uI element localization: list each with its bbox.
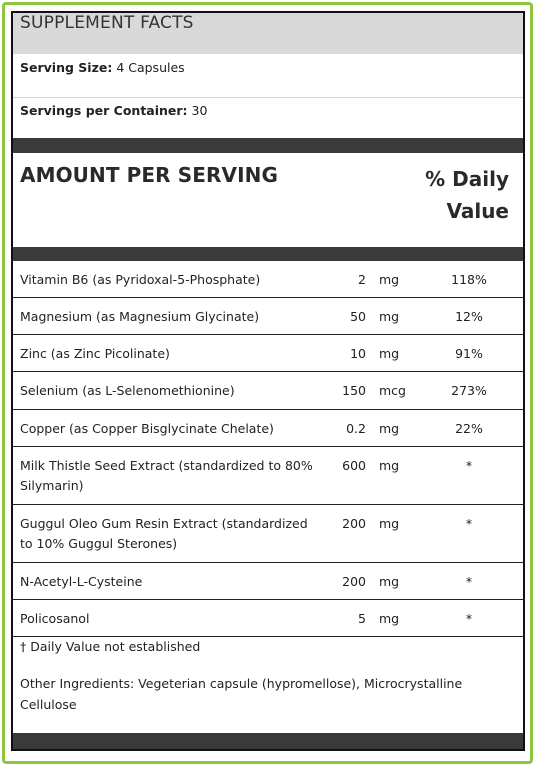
ingredient-unit: mg: [379, 611, 400, 626]
ingredient-unit: mg: [379, 574, 400, 589]
ingredient-daily-value: *: [465, 611, 473, 626]
ingredient-daily-value: *: [465, 574, 473, 589]
table-row: [13, 298, 523, 335]
amount-header: [13, 153, 523, 247]
ingredient-amount: 2: [358, 272, 366, 287]
divider-bar-top: [13, 138, 523, 153]
ingredient-daily-value: 91%: [455, 346, 483, 361]
ingredient-amount: 150: [342, 383, 366, 398]
ingredient-daily-value: 22%: [455, 421, 483, 436]
ingredient-name: Magnesium (as Magnesium Glycinate): [20, 309, 260, 324]
ingredient-name: N-Acetyl-L-Cysteine: [20, 574, 143, 589]
ingredient-unit: mg: [379, 309, 400, 324]
table-row: [13, 563, 523, 600]
table-row: [13, 410, 523, 447]
table-row: [13, 600, 523, 637]
ingredient-amount: 600: [342, 458, 366, 473]
ingredient-unit: mg: [379, 346, 400, 361]
ingredient-name: Selenium (as L-Selenomethionine): [20, 383, 235, 398]
servings-per-container-label: Servings per Container:: [20, 103, 188, 118]
table-row: [13, 447, 523, 505]
ingredient-amount: 50: [350, 309, 366, 324]
ingredient-daily-value: *: [465, 516, 473, 531]
ingredient-amount: 0.2: [346, 421, 366, 436]
ingredient-unit: mg: [379, 272, 400, 287]
supplement-facts-panel: [11, 11, 525, 751]
other-ingredients: Other Ingredients: Vegeterian capsule (hypromellose), Microcrystalline Cellulose: [20, 676, 463, 712]
serving-size-label: Serving Size:: [20, 60, 113, 75]
ingredient-unit: mg: [379, 421, 400, 436]
ingredient-name: Copper (as Copper Bisglycinate Chelate): [20, 421, 274, 436]
ingredient-unit: mcg: [379, 383, 406, 398]
ingredient-name: Policosanol: [20, 611, 90, 626]
ingredient-unit: mg: [379, 516, 400, 531]
title-bar: [13, 13, 523, 54]
servings-per-container-row: [13, 98, 523, 138]
daily-value-footnote: † Daily Value not established: [20, 639, 201, 654]
servings-per-container-value: 30: [191, 103, 208, 118]
ingredient-unit: mg: [379, 458, 400, 473]
table-row: [13, 372, 523, 410]
ingredient-daily-value: 12%: [455, 309, 483, 324]
ingredient-name: Guggul Oleo Gum Resin Extract (standardized to 10% Guggul Sterones): [20, 516, 308, 551]
serving-size-row: [13, 54, 523, 98]
divider-bar-bottom: [13, 733, 523, 749]
ingredient-daily-value: 273%: [451, 383, 487, 398]
table-row: [13, 261, 523, 298]
panel-title: SUPPLEMENT FACTS: [20, 13, 194, 33]
divider-bar-middle: [13, 247, 523, 261]
ingredient-daily-value: 118%: [451, 272, 487, 287]
table-row: [13, 505, 523, 563]
ingredient-name: Vitamin B6 (as Pyridoxal-5-Phosphate): [20, 272, 261, 287]
ingredient-name: Zinc (as Zinc Picolinate): [20, 346, 170, 361]
ingredient-daily-value: *: [465, 458, 473, 473]
amount-per-serving-heading: AMOUNT PER SERVING: [20, 163, 278, 187]
ingredient-amount: 10: [350, 346, 366, 361]
ingredient-amount: 5: [358, 611, 366, 626]
footer-notes: [13, 637, 523, 733]
table-row: [13, 335, 523, 372]
serving-size-value: 4 Capsules: [116, 60, 185, 75]
ingredient-name: Milk Thistle Seed Extract (standardized to 80% Silymarin): [20, 458, 313, 493]
daily-value-heading: % Daily Value: [425, 167, 509, 223]
ingredient-amount: 200: [342, 516, 366, 531]
ingredient-amount: 200: [342, 574, 366, 589]
